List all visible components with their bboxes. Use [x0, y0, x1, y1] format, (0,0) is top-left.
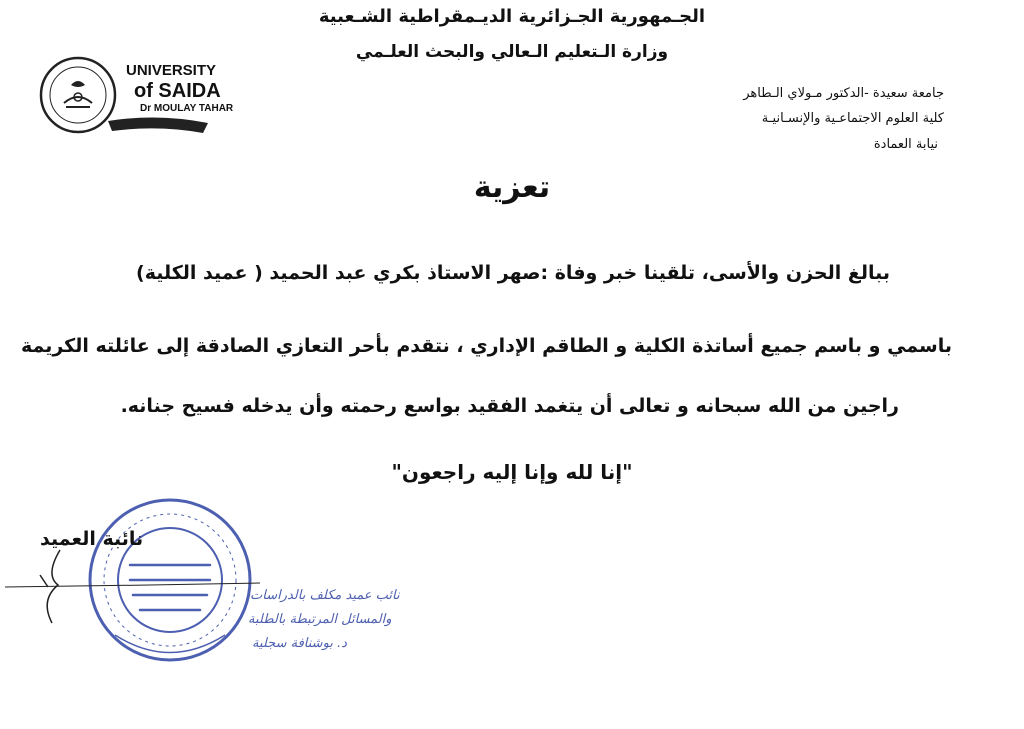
quran-quote: "إنا لله وإنا إليه راجعون" [391, 460, 633, 484]
body-line-1: ببالغ الحزن والأسى، تلقينا خبر وفاة :صهر الاستاذ بكري عبد الحميد ( عميد الكلية) [136, 262, 890, 284]
logo-line-2: of SAIDA [134, 80, 221, 102]
letter-title: تعزية [473, 170, 551, 205]
ministry-header: وزارة الـتعليم الـعالي والبحث العلـمي [355, 42, 669, 62]
logo-line-3: Dr MOULAY TAHAR [140, 103, 234, 114]
signatory-title: نائبة العميد [40, 528, 144, 550]
university-name: جامعة سعيدة -الدكتور مـولاي الـطاهر [743, 86, 944, 101]
faculty-name: كلية العلوم الاجتماعـية والإنسـانيـة [761, 111, 944, 126]
republic-header: الجـمهورية الجـزائرية الديـمقراطية الشـعبية [318, 6, 706, 27]
university-emblem-icon [41, 58, 115, 132]
handwritten-stamp-line-1: نائب عميد مكلف بالدراسات [250, 588, 400, 603]
handwritten-stamp-line-3: د. بوشنافة سجلية [252, 636, 347, 651]
office-name: نيابة العمادة [873, 137, 938, 152]
body-line-2: باسمي و باسم جميع أساتذة الكلية و الطاقم الإداري ، نتقدم بأحر التعازي الصادقة إلى عائلته الكريمة [20, 335, 952, 357]
university-logo [38, 55, 288, 139]
signature-scribble [0, 545, 280, 625]
body-line-3: راجين من الله سبحانه و تعالى أن يتغمد الفقيد بواسع رحمته وأن يدخله فسيح جنانه. [120, 395, 899, 417]
logo-line-1: UNIVERSITY [126, 62, 217, 79]
handwritten-stamp-line-2: والمسائل المرتبطة بالطلبة [248, 612, 392, 627]
